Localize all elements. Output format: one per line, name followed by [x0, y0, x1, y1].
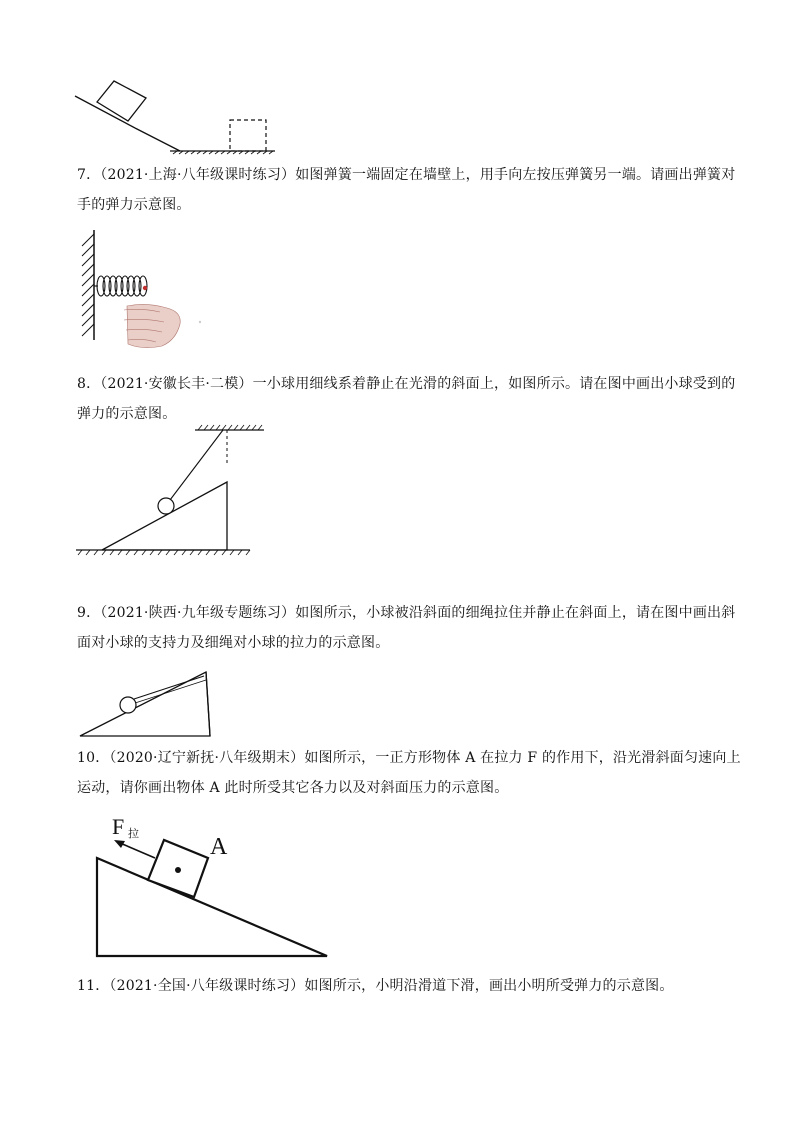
wall-hatch — [82, 234, 94, 336]
figure-9-ball-on-incline-rope — [76, 668, 216, 740]
pull-force-arrow — [120, 843, 155, 858]
contact-point — [143, 286, 147, 290]
force-label: F — [112, 814, 125, 839]
spring — [94, 276, 147, 296]
force-subscript: 拉 — [128, 828, 139, 840]
incline — [102, 482, 227, 550]
incline-surface — [75, 96, 135, 128]
question-text: 8．（2021·安徽长丰·二模）一小球用细线系着静止在光滑的斜面上，如图所示。请在图中画出小球受到的 — [77, 376, 736, 392]
question-10 — [77, 743, 741, 803]
hand-image — [124, 304, 201, 347]
question-9 — [77, 598, 736, 658]
incline — [97, 858, 327, 956]
ball — [120, 697, 136, 713]
string — [170, 430, 223, 500]
question-text: 11．（2021·全国·八年级课时练习）如图所示，小明沿滑道下滑，画出小明所受弹力的示意图。 — [77, 978, 674, 994]
figure-8-ball-on-incline-with-string — [72, 424, 272, 564]
figure-10-block-pulled-up-incline — [90, 812, 340, 962]
block-label: A — [210, 834, 228, 860]
question-text: 面对小球的支持力及细绳对小球的拉力的示意图。 — [77, 635, 390, 651]
question-text: 手的弹力示意图。 — [77, 197, 191, 213]
question-text: 10．（2020·辽宁新抚·八年级期末）如图所示，一正方形物体 A 在拉力 F 的作用下，沿光滑斜面匀速向上 — [77, 750, 741, 766]
question-11 — [77, 971, 717, 1001]
question-7 — [77, 160, 736, 220]
ground-hatch — [78, 550, 250, 555]
center-dot — [175, 867, 181, 873]
ceiling-hatch — [198, 425, 262, 430]
block — [97, 81, 146, 121]
question-text: 7．（2021·上海·八年级课时练习）如图弹簧一端固定在墙壁上，用手向左按压弹簧另一端。请画出弹簧对 — [77, 167, 736, 183]
ball — [158, 498, 174, 514]
question-text: 运动，请你画出物体 A 此时所受其它各力以及对斜面压力的示意图。 — [77, 780, 509, 796]
figure-7-spring-wall-hand — [72, 228, 222, 353]
incline — [80, 672, 210, 736]
question-8 — [77, 369, 736, 429]
question-text: 弹力的示意图。 — [77, 406, 177, 422]
rope — [134, 676, 204, 699]
dashed-block — [230, 120, 266, 151]
figure-6-block-incline — [70, 78, 280, 158]
question-text: 9．（2021·陕西·九年级专题练习）如图所示，小球被沿斜面的细绳拉住并静止在斜面上，请在图中画出斜 — [77, 605, 736, 621]
